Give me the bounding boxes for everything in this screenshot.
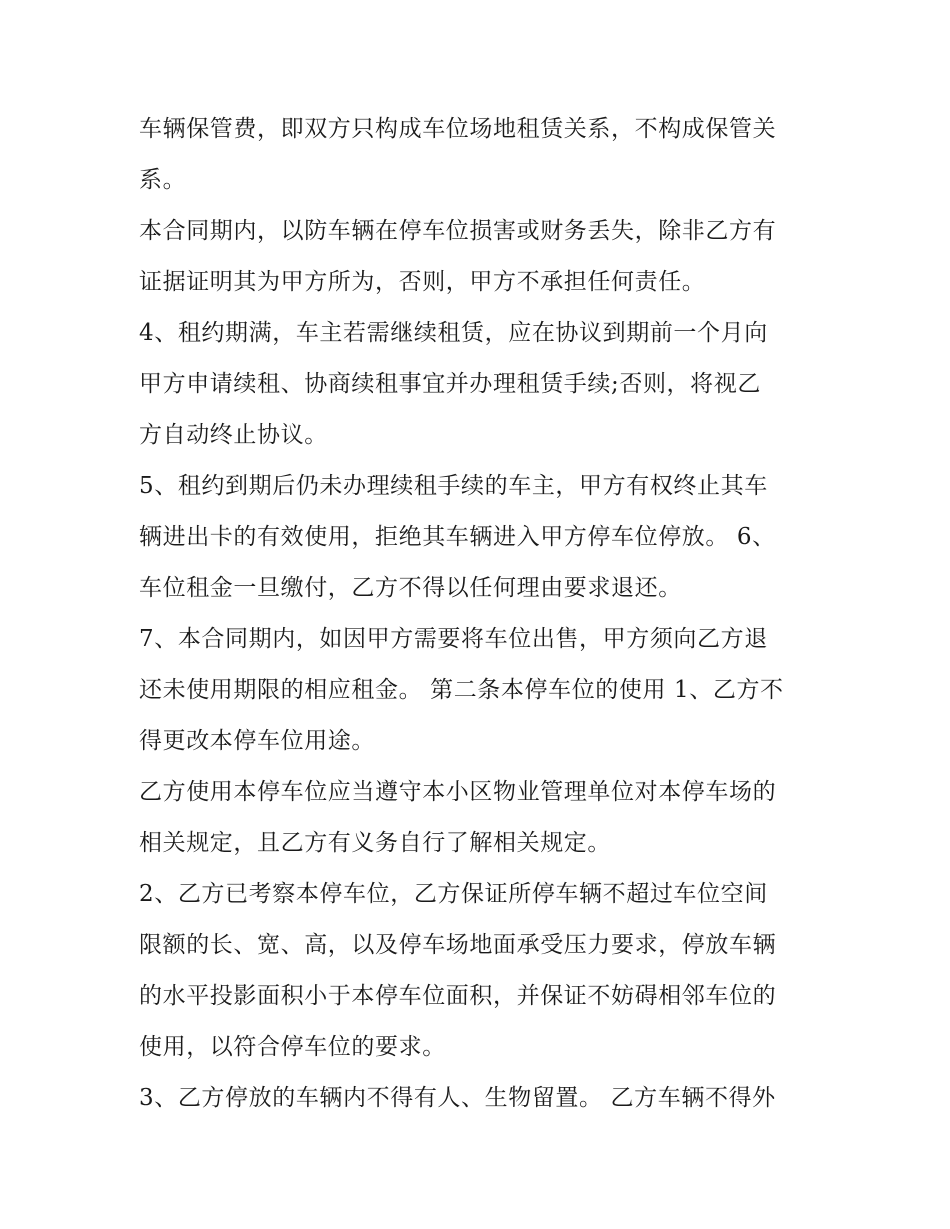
text-line: 本合同期内，以防车辆在停车位损害或财务丢失，除非乙方有 bbox=[139, 218, 777, 244]
text-line: 7、本合同期内，如因甲方需要将车位出售，甲方须向乙方退 bbox=[139, 626, 768, 652]
text-line: 3、乙方停放的车辆内不得有人、生物留置。 乙方车辆不得外 bbox=[139, 1085, 776, 1111]
text-line: 方自动终止协议。 bbox=[139, 422, 328, 448]
text-line: 车位租金一旦缴付，乙方不得以任何理由要求退还。 bbox=[139, 575, 682, 601]
text-line: 相关规定，且乙方有义务自行了解相关规定。 bbox=[139, 830, 611, 856]
text-line: 甲方申请续租、协商续租事宜并办理租赁手续;否则，将视乙 bbox=[139, 371, 761, 397]
text-line: 4、租约期满，车主若需继续租赁，应在协议到期前一个月向 bbox=[139, 320, 768, 346]
text-line: 乙方使用本停车位应当遵守本小区物业管理单位对本停车场的 bbox=[139, 779, 777, 805]
text-line: 的水平投影面积小于本停车位面积，并保证不妨碍相邻车位的 bbox=[139, 983, 777, 1009]
text-line: 辆进出卡的有效使用，拒绝其车辆进入甲方停车位停放。 6、 bbox=[139, 524, 776, 550]
text-line: 2、乙方已考察本停车位，乙方保证所停车辆不超过车位空间 bbox=[139, 881, 768, 907]
contract-text-body bbox=[139, 104, 819, 1124]
text-line: 车辆保管费，即双方只构成车位场地租赁关系，不构成保管关 bbox=[139, 116, 777, 142]
text-line: 使用，以符合停车位的要求。 bbox=[139, 1034, 446, 1060]
text-line: 限额的长、宽、高，以及停车场地面承受压力要求，停放车辆 bbox=[139, 932, 777, 958]
text-line: 还未使用期限的相应租金。 第二条本停车位的使用 1、乙方不 bbox=[139, 677, 784, 703]
text-line: 证据证明其为甲方所为，否则，甲方不承担任何责任。 bbox=[139, 269, 706, 295]
text-line: 系。 bbox=[139, 167, 187, 193]
text-line: 得更改本停车位用途。 bbox=[139, 728, 375, 754]
text-line: 5、租约到期后仍未办理续租手续的车主，甲方有权终止其车 bbox=[139, 473, 768, 499]
